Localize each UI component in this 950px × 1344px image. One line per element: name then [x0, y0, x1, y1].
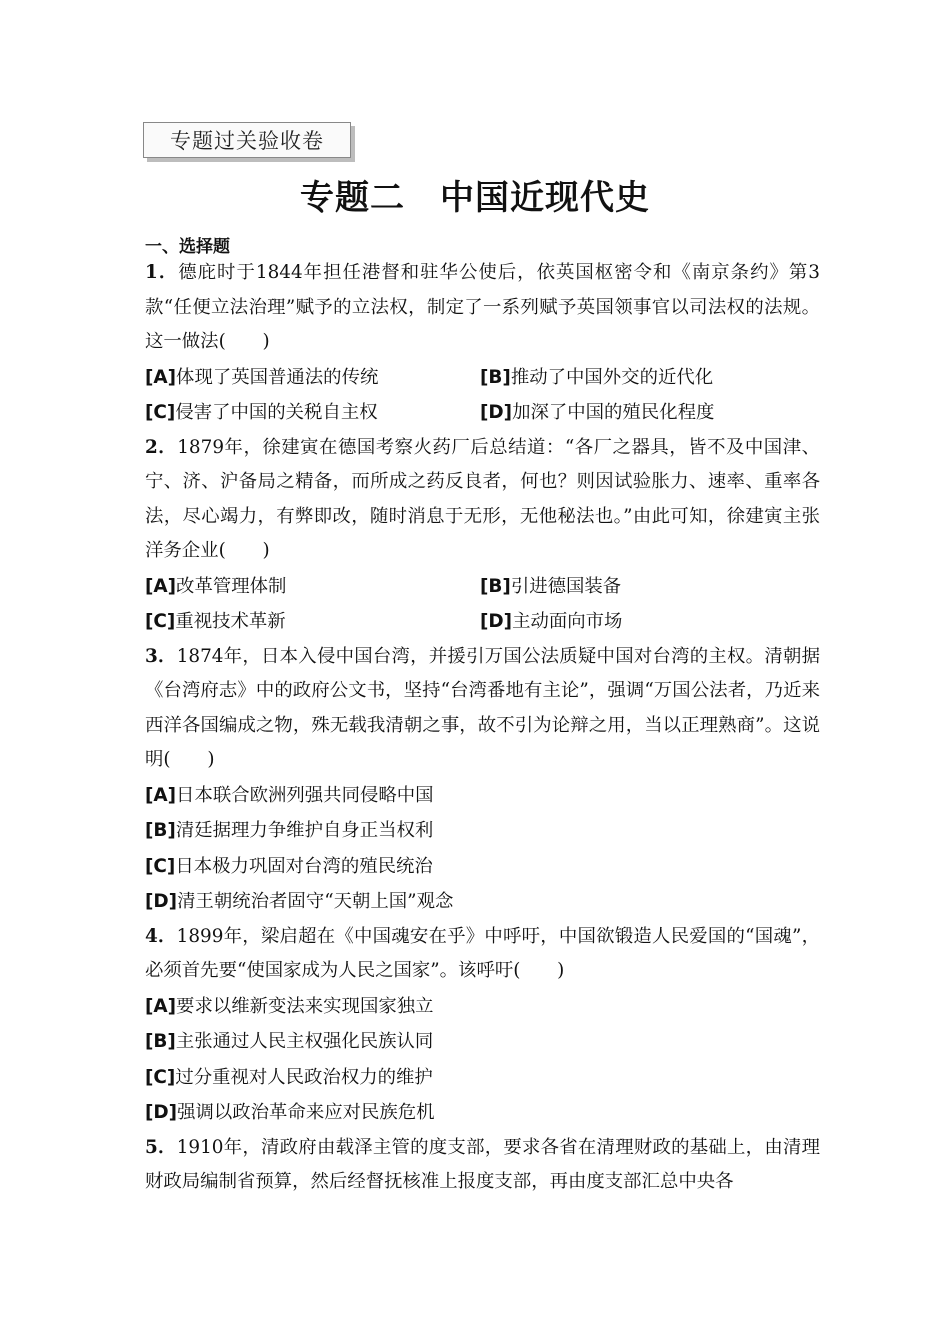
option-c[interactable]: [145, 604, 480, 640]
option-text: 主张通过人民主权强化民族认同: [175, 1031, 434, 1052]
option-label: [D]: [145, 891, 178, 912]
question-list: [145, 256, 820, 1200]
option-label: [B]: [480, 575, 511, 597]
option-label: [D]: [480, 611, 513, 632]
option-label: [C]: [145, 855, 176, 877]
option-label: [C]: [145, 1066, 176, 1088]
option-text: 侵害了中国的关税自主权: [175, 402, 378, 423]
option-text: 体现了英国普通法的传统: [176, 366, 379, 388]
question-5: [145, 1131, 820, 1200]
question-text: 1910年，清政府由载泽主管的度支部，要求各省在清理财政的基础上，由清理财政局编制省预算，然后经督抚核准上报度支部，再由度支部汇总中央各: [145, 1136, 820, 1192]
option-c[interactable]: [145, 1060, 820, 1096]
question-number: 2．: [145, 436, 178, 458]
option-text: 引进德国装备: [510, 575, 622, 597]
option-a[interactable]: [145, 778, 820, 814]
option-text: 要求以维新变法来实现国家独立: [176, 995, 434, 1017]
option-label: [C]: [145, 402, 176, 423]
option-text: 过分重视对人民政治权力的维护: [175, 1066, 433, 1088]
option-label: [D]: [480, 402, 513, 423]
option-text: 加深了中国的殖民化程度: [512, 402, 715, 423]
option-text: 改革管理体制: [176, 575, 287, 597]
option-b[interactable]: [480, 569, 815, 605]
option-text: 日本联合欧洲列强共同侵略中国: [176, 784, 434, 806]
option-text: 强调以政治革命来应对民族危机: [177, 1102, 435, 1123]
option-text: 推动了中国外交的近代化: [510, 366, 714, 388]
option-a[interactable]: [145, 569, 480, 605]
question-3: [145, 640, 820, 920]
option-b[interactable]: [145, 813, 820, 849]
page-title: 专题二 中国近现代史: [300, 178, 650, 218]
option-label: [B]: [480, 366, 511, 388]
option-label: [B]: [145, 1031, 176, 1052]
option-text: 清廷据理力争维护自身正当权利: [175, 820, 434, 841]
option-label: [D]: [145, 1102, 178, 1123]
question-text: 1899年，梁启超在《中国魂安在乎》中呼吁，中国欲锻造人民爱国的“国魂”，必须首先要“使国家成为人民之国家”。该呼吁( ): [145, 925, 821, 981]
option-text: 重视技术革新: [175, 611, 286, 632]
option-text: 清王朝统治者固守“天朝上国”观念: [177, 891, 454, 912]
option-d[interactable]: [145, 884, 820, 920]
option-b[interactable]: [480, 360, 815, 396]
section-heading: 一、选择题: [145, 237, 230, 257]
question-text: 1879年，徐建寅在德国考察火药厂后总结道：“各厂之器具，皆不及中国津、宁、济、沪备局之精备，而所成之药反良者，何也？则因试验胀力、速率、重率各法，尽心竭力，有弊即改，随时消息于无形，无他秘法也。”由此可知，徐建寅主张洋务企业( ): [145, 436, 820, 561]
option-label: [C]: [145, 611, 176, 632]
question-2: [145, 431, 820, 640]
question-text: 德庇时于1844年担任港督和驻华公使后，依英国枢密令和《南京条约》第3款“任便立法治理”赋予的立法权，制定了一系列赋予英国领事官以司法权的法规。这一做法( ): [145, 262, 821, 352]
question-number: 4．: [145, 925, 177, 947]
option-a[interactable]: [145, 360, 480, 396]
question-number: 3．: [145, 645, 177, 667]
option-a[interactable]: [145, 989, 820, 1025]
option-label: [A]: [145, 995, 177, 1017]
question-1: [145, 256, 820, 431]
option-text: 主动面向市场: [512, 611, 623, 632]
option-d[interactable]: [480, 395, 815, 431]
question-number: 5．: [145, 1136, 177, 1158]
option-b[interactable]: [145, 1024, 820, 1060]
option-d[interactable]: [480, 604, 815, 640]
exam-badge: 专题过关验收卷: [143, 122, 351, 158]
option-label: [A]: [145, 784, 177, 806]
question-number: 1．: [145, 262, 179, 283]
option-c[interactable]: [145, 395, 480, 431]
question-4: [145, 920, 820, 1131]
option-text: 日本极力巩固对台湾的殖民统治: [175, 855, 433, 877]
question-text: 1874年，日本入侵中国台湾，并援引万国公法质疑中国对台湾的主权。清朝据《台湾府志》中的政府公文书，坚持“台湾番地有主论”，强调“万国公法者，乃近来西洋各国编成之物，殊无载我清朝之事，故不引为论辩之用，当以正理熟商”。这说明( ): [145, 645, 820, 770]
option-d[interactable]: [145, 1095, 820, 1131]
option-label: [A]: [145, 366, 177, 388]
option-label: [A]: [145, 575, 177, 597]
option-c[interactable]: [145, 849, 820, 885]
option-label: [B]: [145, 820, 176, 841]
